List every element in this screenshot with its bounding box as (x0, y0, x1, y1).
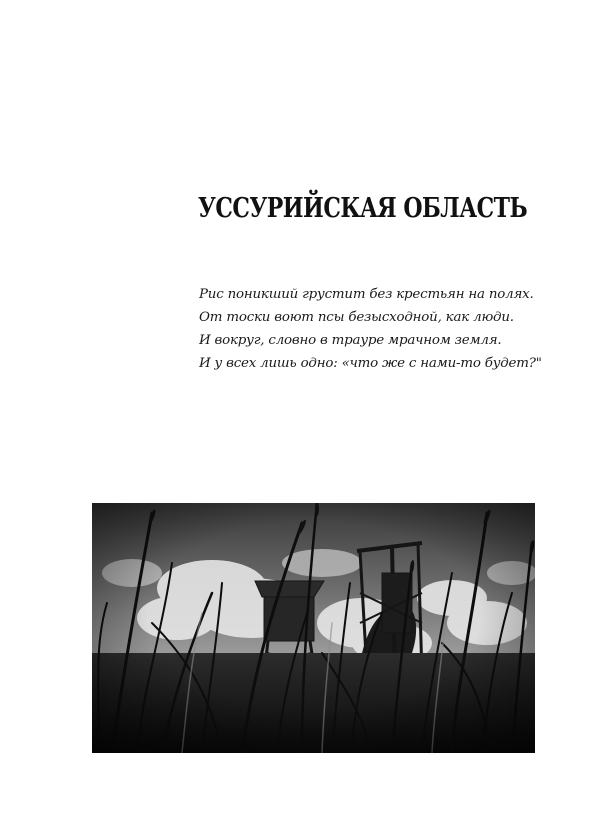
poem-stanza (199, 283, 542, 375)
chapter-title: УССУРИЙСКАЯ ОБЛАСТЬ (198, 192, 528, 225)
illustration-photo (92, 503, 535, 753)
poem-line: И у всех лишь одно: «что же с нами-то будет?" (199, 356, 542, 371)
watchtower-field-photo (92, 503, 535, 753)
poem-line: Рис поникший грустит без крестьян на полях. (199, 287, 534, 302)
poem-line: И вокруг, словно в трауре мрачном земля. (199, 333, 502, 348)
poem-line: От тоски воют псы безысходной, как люди. (199, 310, 514, 325)
